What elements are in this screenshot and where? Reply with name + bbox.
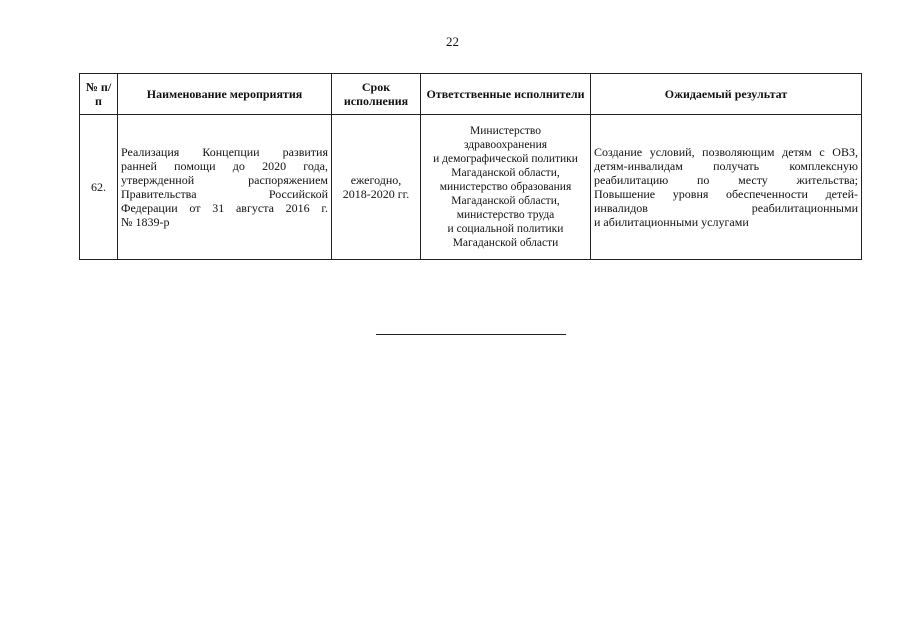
page-number: 22 bbox=[446, 34, 459, 49]
header-term: Срок исполнения bbox=[332, 74, 421, 115]
responsible-line: Магаданской области, bbox=[451, 195, 560, 207]
row-result bbox=[591, 115, 862, 260]
header-name: Наименование мероприятия bbox=[118, 74, 332, 115]
result-line: и абилитационными услугами bbox=[594, 215, 749, 229]
header-num: № п/п bbox=[80, 74, 118, 115]
result-line: инвалидов реабилитационными bbox=[594, 201, 858, 215]
row-name bbox=[118, 115, 332, 260]
responsible-line: и демографической политики bbox=[433, 153, 578, 165]
result-line: Повышение уровня обеспеченности детей- bbox=[594, 187, 858, 201]
closing-rule bbox=[376, 334, 566, 335]
responsible-line: министерство труда bbox=[456, 209, 555, 221]
header-result: Ожидаемый результат bbox=[591, 74, 862, 115]
row-term bbox=[332, 115, 421, 260]
name-line: Реализация Концепции развития bbox=[121, 145, 328, 159]
responsible-line: и социальной политики bbox=[447, 223, 564, 235]
term-line: 2018-2020 гг. bbox=[342, 187, 410, 201]
term-line: ежегодно, bbox=[350, 173, 402, 187]
name-line: утвержденной распоряжением bbox=[121, 173, 328, 187]
responsible-line: здравоохранения bbox=[463, 139, 548, 151]
result-line: реабилитацию по месту жительства; bbox=[594, 173, 858, 187]
table-header-row bbox=[80, 74, 862, 115]
table-row bbox=[80, 115, 862, 260]
row-num: 62. bbox=[80, 115, 118, 260]
name-line: № 1839-р bbox=[121, 215, 170, 229]
responsible-line: Министерство bbox=[470, 125, 541, 137]
responsible-line: Магаданской области bbox=[452, 237, 559, 249]
name-line: ранней помощи до 2020 года, bbox=[121, 159, 328, 173]
result-line: детям-инвалидам получать комплексную bbox=[594, 159, 858, 173]
result-line: Создание условий, позволяющим детям с ОВЗ, bbox=[594, 145, 858, 159]
name-line: Федерации от 31 августа 2016 г. bbox=[121, 201, 328, 215]
header-responsible: Ответственные исполнители bbox=[421, 74, 591, 115]
measures-table bbox=[79, 73, 862, 260]
responsible-line: министерство образования bbox=[439, 181, 572, 193]
row-responsible bbox=[421, 115, 591, 260]
name-line: Правительства Российской bbox=[121, 187, 328, 201]
responsible-line: Магаданской области, bbox=[451, 167, 560, 179]
